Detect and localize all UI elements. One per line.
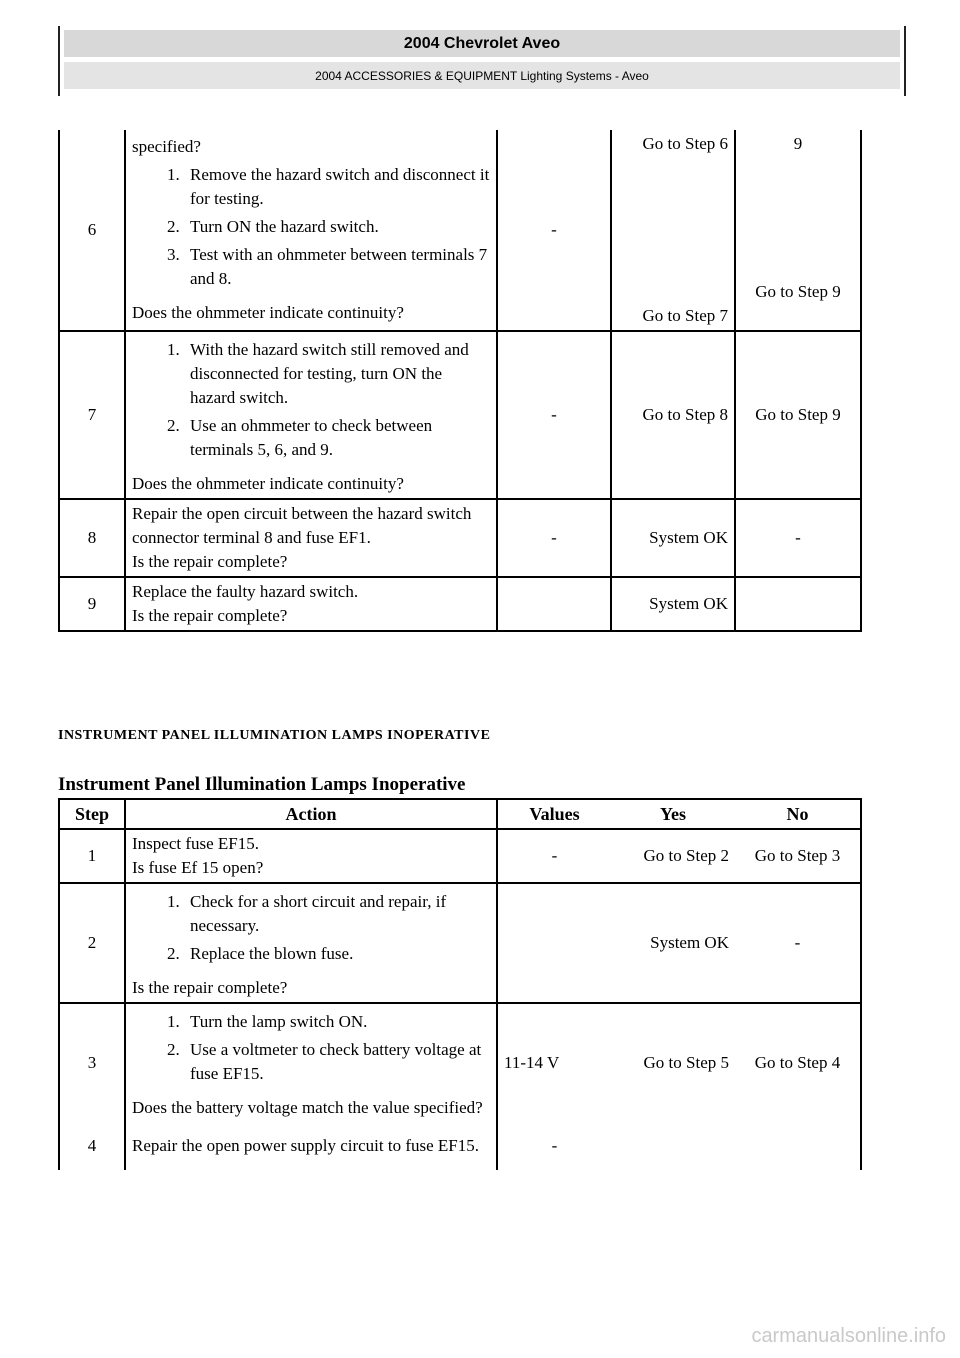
step-number: 3 <box>59 1003 125 1122</box>
action-cell <box>125 883 497 1003</box>
action-text: Repair the open power supply circuit to fuse EF15. <box>132 1136 480 1155</box>
table-row <box>59 577 861 631</box>
step-number: 8 <box>59 499 125 577</box>
list-item: 1. Check for a short circuit and repair, if necessary. <box>184 890 490 938</box>
no-top: 9 <box>793 134 803 153</box>
values-cell <box>497 883 611 1003</box>
no-result: Go to Step 9 <box>755 282 841 301</box>
no-cell: - <box>735 499 861 577</box>
hazard-switch-diagnostic-table <box>58 130 862 632</box>
list-item: 1. With the hazard switch still removed and disconnected for testing, turn ON the hazard switch. <box>184 338 490 410</box>
no-cell: Go to Step 9 <box>735 331 861 499</box>
step-number: 2 <box>59 883 125 1003</box>
column-header-step: Step <box>59 799 125 829</box>
action-cell <box>125 1122 497 1170</box>
header-subtitle: 2004 ACCESSORIES & EQUIPMENT Lighting Systems - Aveo <box>64 62 900 89</box>
step-number: 4 <box>59 1122 125 1170</box>
action-text: Inspect fuse EF15. <box>132 834 260 853</box>
list-item: 2. Turn ON the hazard switch. <box>184 215 490 239</box>
action-steps-list <box>132 163 490 291</box>
yes-cell: Go to Step 5 <box>611 1003 735 1122</box>
no-cell: - <box>735 883 861 1003</box>
table-row <box>59 1003 861 1122</box>
column-header-no: No <box>735 799 861 829</box>
no-cell: Go to Step 3 <box>735 829 861 883</box>
no-cell <box>735 577 861 631</box>
header-left-rule <box>58 26 60 96</box>
action-steps-list <box>132 1010 490 1086</box>
values-cell: 11-14 V <box>497 1003 611 1122</box>
table-row <box>59 499 861 577</box>
yes-cell: Go to Step 8 <box>611 331 735 499</box>
step-number: 9 <box>59 577 125 631</box>
list-item: 3. Test with an ohmmeter between terminals 7 and 8. <box>184 243 490 291</box>
no-cell: Go to Step 4 <box>735 1003 861 1122</box>
values-cell: - <box>497 1122 611 1170</box>
watermark: carmanualsonline.info <box>751 1325 946 1347</box>
table-row <box>59 1122 861 1170</box>
action-cell <box>125 1003 497 1122</box>
values-cell: - <box>497 331 611 499</box>
table-header-row <box>59 799 861 829</box>
illumination-lamps-diagnostic-table <box>58 798 862 1170</box>
step-number: 7 <box>59 331 125 499</box>
yes-cell: Go to Step 2 <box>611 829 735 883</box>
table-title: Instrument Panel Illumination Lamps Inoperative <box>58 774 466 795</box>
action-text: Repair the open circuit between the hazard switch connector terminal 8 and fuse EF1. <box>132 504 472 547</box>
action-cell <box>125 499 497 577</box>
action-question: Does the battery voltage match the value specified? <box>132 1098 483 1117</box>
list-item: 2. Use a voltmeter to check battery voltage at fuse EF15. <box>184 1038 490 1086</box>
yes-cell: System OK <box>611 883 735 1003</box>
action-steps-list <box>132 338 490 462</box>
action-cell <box>125 577 497 631</box>
table-row <box>59 883 861 1003</box>
yes-cell <box>611 130 735 331</box>
action-cell <box>125 130 497 331</box>
step-number: 6 <box>59 130 125 331</box>
values-cell: - <box>497 130 611 331</box>
action-question: Is the repair complete? <box>132 552 288 571</box>
column-header-values: Values <box>497 799 611 829</box>
table-row <box>59 331 861 499</box>
no-cell <box>735 1122 861 1170</box>
yes-cell: System OK <box>611 499 735 577</box>
yes-top: Go to Step 6 <box>642 134 728 153</box>
action-cell <box>125 331 497 499</box>
action-question: Is fuse Ef 15 open? <box>132 858 264 877</box>
page-header <box>58 26 906 96</box>
action-question: Is the repair complete? <box>132 978 288 997</box>
values-cell: - <box>497 499 611 577</box>
header-right-rule <box>904 26 906 96</box>
yes-cell: System OK <box>611 577 735 631</box>
yes-cell <box>611 1122 735 1170</box>
step-number: 1 <box>59 829 125 883</box>
action-cell <box>125 829 497 883</box>
list-item: 1. Remove the hazard switch and disconnect it for testing. <box>184 163 490 211</box>
section-heading: INSTRUMENT PANEL ILLUMINATION LAMPS INOPERATIVE <box>58 728 491 743</box>
column-header-action: Action <box>125 799 497 829</box>
list-item: 2. Use an ohmmeter to check between terminals 5, 6, and 9. <box>184 414 490 462</box>
no-cell <box>735 130 861 331</box>
action-lead: specified? <box>132 137 201 156</box>
list-item: 1. Turn the lamp switch ON. <box>184 1010 490 1034</box>
action-text: Replace the faulty hazard switch. <box>132 582 359 601</box>
table-row <box>59 130 861 331</box>
values-cell: - <box>497 829 611 883</box>
column-header-yes: Yes <box>611 799 735 829</box>
action-question: Is the repair complete? <box>132 606 288 625</box>
action-question: Does the ohmmeter indicate continuity? <box>132 474 404 493</box>
table-row <box>59 829 861 883</box>
values-cell <box>497 577 611 631</box>
list-item: 2. Replace the blown fuse. <box>184 942 490 966</box>
action-steps-list <box>132 890 490 966</box>
header-title: 2004 Chevrolet Aveo <box>64 30 900 57</box>
yes-result: Go to Step 7 <box>642 306 728 325</box>
action-question: Does the ohmmeter indicate continuity? <box>132 303 404 322</box>
